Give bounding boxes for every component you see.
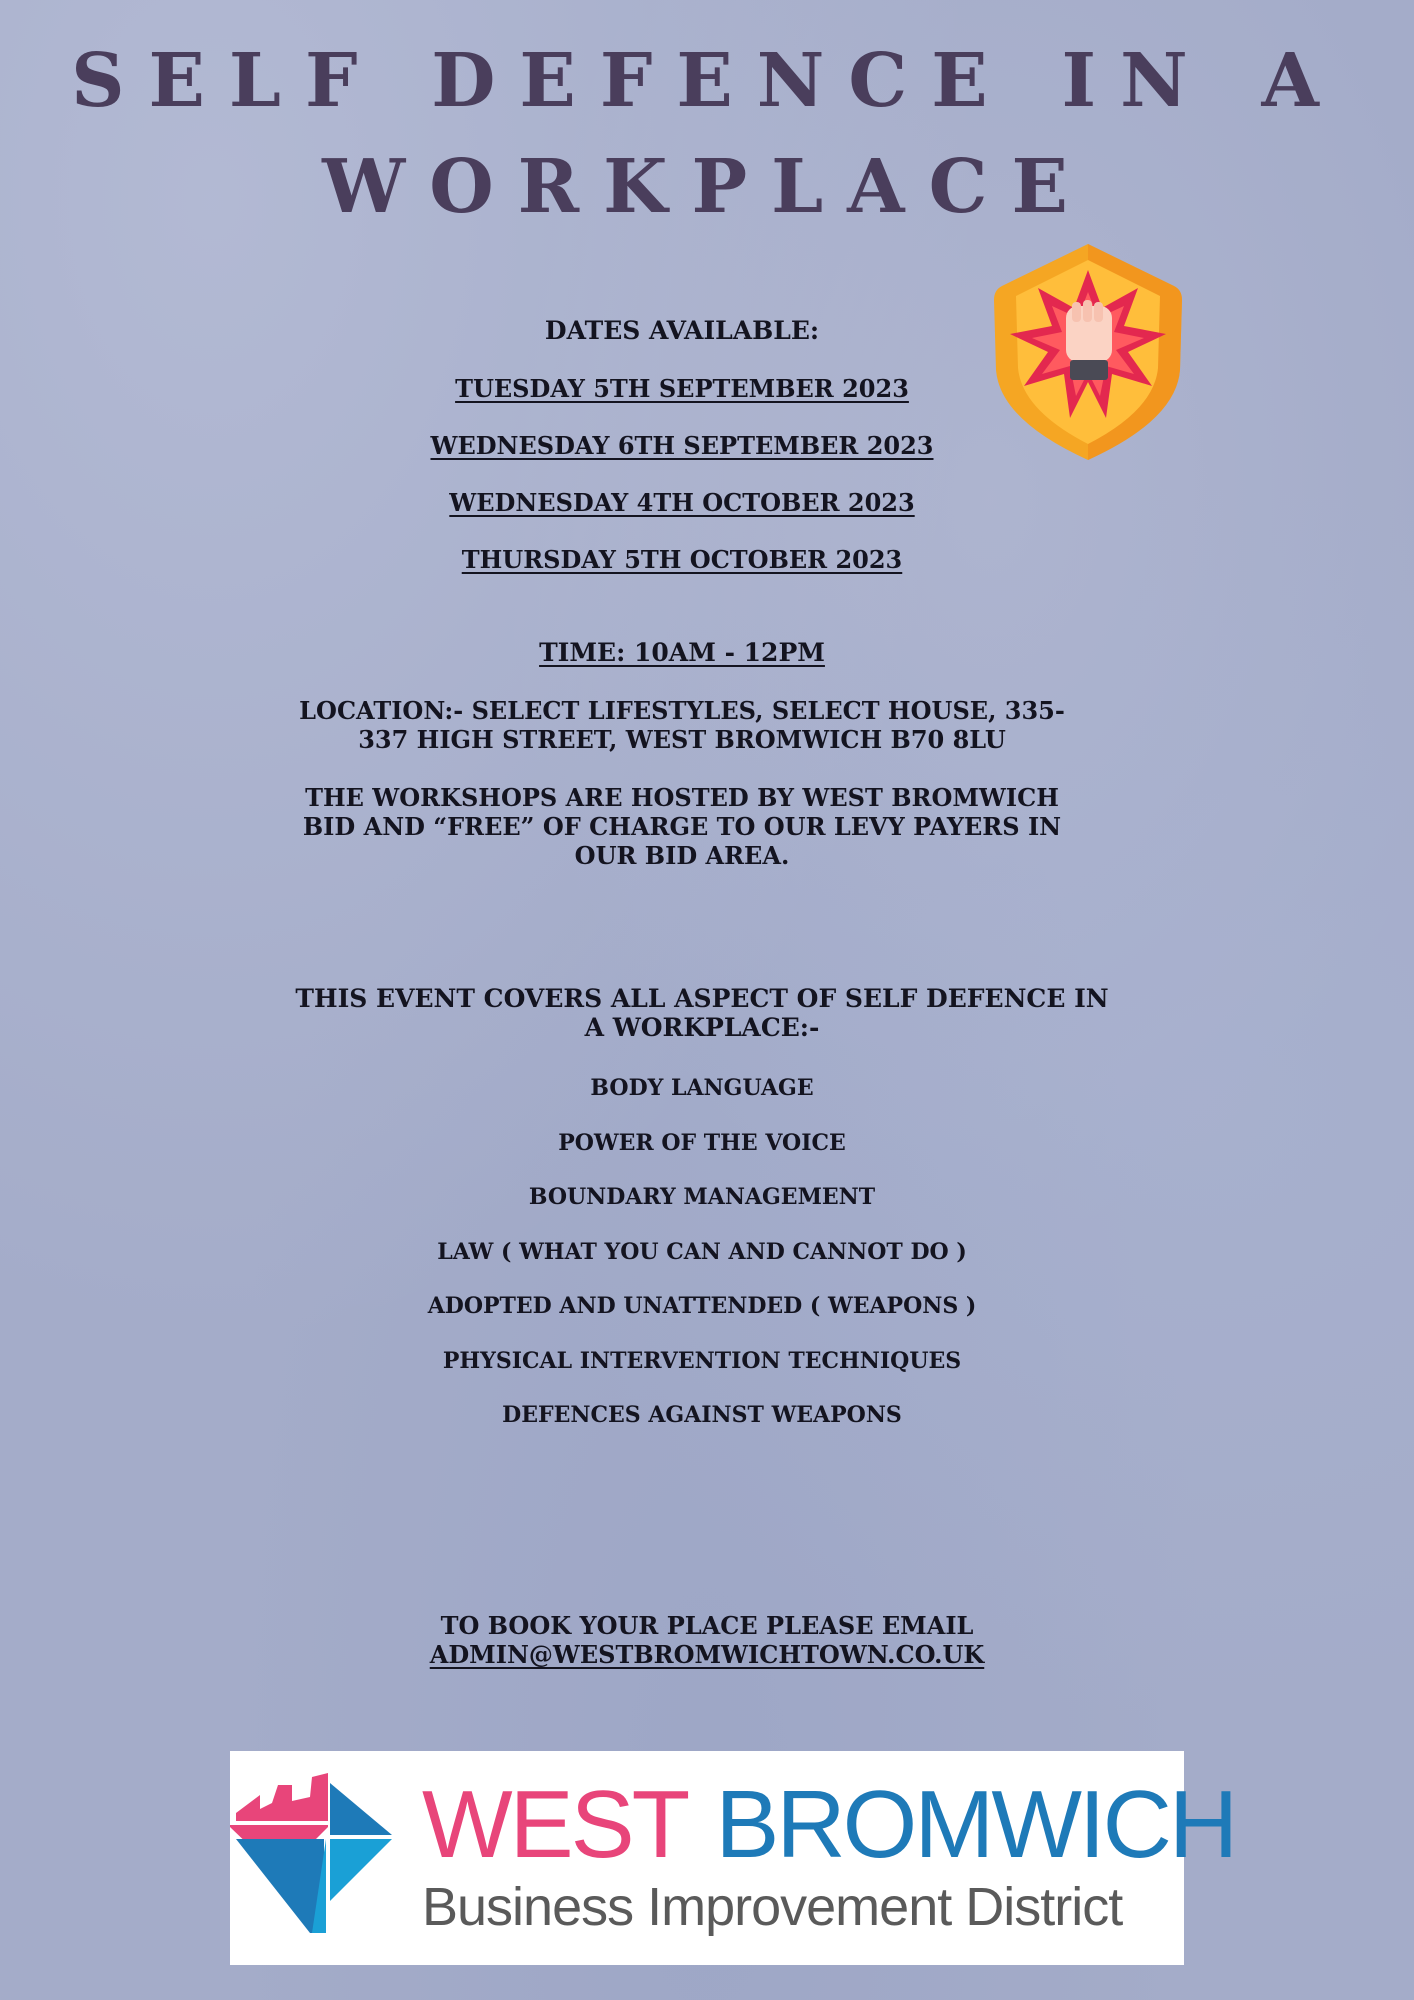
covers-heading: [0, 984, 1404, 1042]
covers-line: THIS EVENT COVERS ALL ASPECT OF SELF DEFENCE IN: [295, 984, 1109, 1013]
topic-item: ADOPTED AND UNATTENDED ( WEAPONS ): [427, 1293, 977, 1319]
hosted-line: BID AND “FREE” OF CHARGE TO OUR LEVY PAYERS IN: [302, 812, 1062, 841]
logo-word-bromwich: BROMWICH: [715, 1771, 1236, 1878]
topic-item: POWER OF THE VOICE: [558, 1130, 846, 1156]
topic-item: PHYSICAL INTERVENTION TECHNIQUES: [442, 1348, 962, 1374]
covers-line: A WORKPLACE:-: [584, 1013, 820, 1042]
booking-note: [0, 1611, 1414, 1669]
logo-wordmark: [422, 1771, 1236, 1878]
date-item: WEDNESDAY 6TH SEPTEMBER 2023: [430, 431, 934, 460]
bid-logo-mark-icon: [230, 1773, 400, 1943]
hosted-line: THE WORKSHOPS ARE HOSTED BY WEST BROMWICH: [305, 783, 1059, 812]
location-line: 337 HIGH STREET, WEST BROMWICH B70 8LU: [358, 725, 1006, 754]
location-line: LOCATION:- SELECT LIFESTYLES, SELECT HOUSE, 335-: [299, 696, 1065, 725]
event-location: [0, 696, 1364, 754]
page-title-line-1: SELF DEFENCE IN A: [71, 38, 1343, 124]
dates-heading: DATES AVAILABLE:: [544, 316, 820, 345]
topic-item: BODY LANGUAGE: [590, 1075, 814, 1101]
date-item: THURSDAY 5TH OCTOBER 2023: [461, 545, 903, 574]
hosted-note: [0, 783, 1364, 870]
date-item: WEDNESDAY 4TH OCTOBER 2023: [449, 488, 915, 517]
booking-email-link[interactable]: ADMIN@WESTBROMWICHTOWN.CO.UK: [429, 1640, 985, 1669]
hosted-line: OUR BID AREA.: [574, 841, 790, 870]
west-bromwich-bid-logo: [230, 1751, 1236, 1965]
booking-line: TO BOOK YOUR PLACE PLEASE EMAIL: [440, 1611, 974, 1640]
logo-tagline: Business Improvement District: [422, 1877, 1123, 1937]
logo-word-west: WEST: [422, 1771, 688, 1878]
event-time: TIME: 10AM - 12PM: [539, 638, 825, 667]
topic-item: DEFENCES AGAINST WEAPONS: [502, 1402, 902, 1428]
topic-item: LAW ( WHAT YOU CAN AND CANNOT DO ): [437, 1239, 967, 1265]
date-item: TUESDAY 5TH SEPTEMBER 2023: [455, 374, 909, 403]
page-title-line-2: WORKPLACE: [322, 144, 1092, 230]
topic-item: BOUNDARY MANAGEMENT: [528, 1184, 876, 1210]
